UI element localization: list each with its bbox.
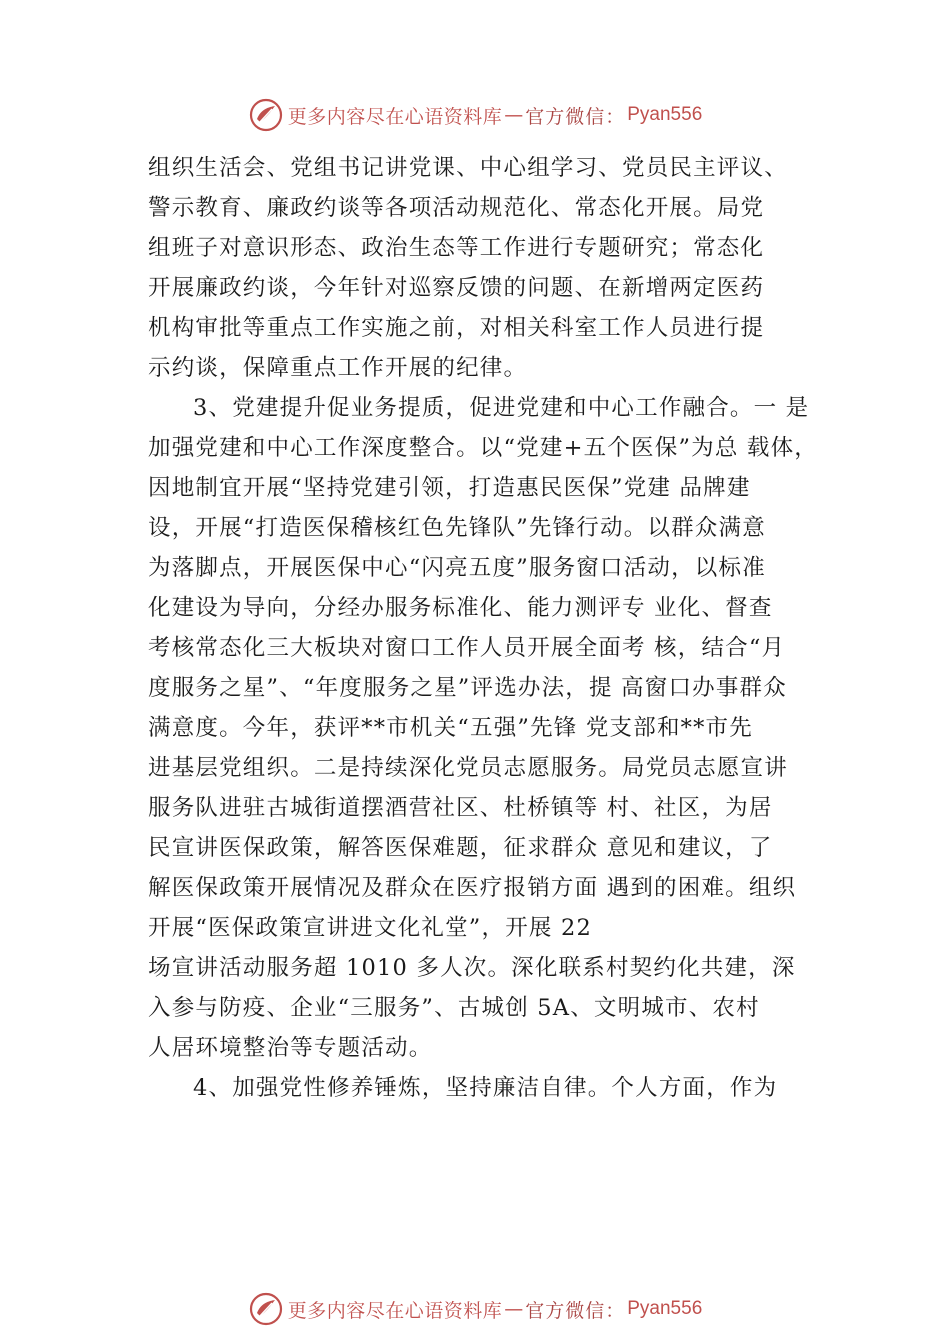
- text-line: 开展廉政约谈，今年针对巡察反馈的问题、在新增两定医药: [148, 275, 765, 301]
- text-line: 警示教育、廉政约谈等各项活动规范化、常态化开展。局党: [148, 195, 765, 221]
- text-line: 机构审批等重点工作实施之前，对相关科室工作人员进行提: [148, 315, 765, 341]
- text-line: 加强党建和中心工作深度整合。以“党建+五个医保”为总 载体，: [148, 435, 819, 461]
- text-line: 满意度。今年，获评**市机关“五强”先锋 党支部和**市先: [148, 715, 753, 741]
- banner-lead-text: 更多内容尽在心语资料库: [287, 1299, 503, 1322]
- text-line: 度服务之星”、“年度服务之星”评选办法，提 高窗口办事群众: [148, 675, 787, 701]
- text-line: 场宣讲活动服务超 1010 多人次。深化联系村契约化共建，深: [148, 955, 796, 981]
- footer-banner: [0, 1289, 950, 1329]
- header-banner: [0, 95, 950, 135]
- banner-wechat-handle: Pyan556: [627, 104, 703, 125]
- text-line: 服务队进驻古城街道摆酒营社区、杜桥镇等 村、社区，为居: [148, 795, 773, 821]
- banner-wechat-label: 官方微信：: [525, 1299, 626, 1322]
- text-line: 3、党建提升促业务提质，促进党建和中心工作融合。一 是: [193, 395, 810, 421]
- banner-wechat-label: 官方微信：: [525, 105, 626, 128]
- banner-dash: —: [504, 104, 524, 126]
- text-line: 开展“医保政策宣讲进文化礼堂”，开展 22: [148, 915, 592, 941]
- banner-lead-text: 更多内容尽在心语资料库: [287, 105, 503, 128]
- text-line: 考核常态化三大板块对窗口工作人员开展全面考 核，结合“月: [148, 635, 786, 661]
- text-line: 示约谈，保障重点工作开展的纪律。: [148, 355, 528, 381]
- text-line: 为落脚点，开展医保中心“闪亮五度”服务窗口活动，以标准: [148, 555, 766, 581]
- text-line: 进基层党组织。二是持续深化党员志愿服务。局党员志愿宣讲: [148, 755, 788, 781]
- banner-dash: —: [504, 1298, 524, 1320]
- brand-logo-icon: [248, 1291, 284, 1327]
- text-line: 因地制宜开展“坚持党建引领，打造惠民医保”党建 品牌建: [148, 475, 751, 501]
- text-line: 入参与防疫、企业“三服务”、古城创 5A、文明城市、农村: [148, 995, 760, 1021]
- text-line: 民宣讲医保政策，解答医保难题，征求群众 意见和建议，了: [148, 835, 773, 861]
- text-line: 设，开展“打造医保稽核红色先锋队”先锋行动。以群众满意: [148, 515, 766, 541]
- text-line: 人居环境整治等专题活动。: [148, 1035, 433, 1061]
- text-line: 组织生活会、党组书记讲党课、中心组学习、党员民主评议、: [148, 155, 788, 181]
- text-line: 解医保政策开展情况及群众在医疗报销方面 遇到的困难。组织: [148, 875, 797, 901]
- text-line: 4、加强党性修养锤炼，坚持廉洁自律。个人方面，作为: [193, 1075, 778, 1101]
- document-body: [148, 148, 848, 1108]
- text-line: 组班子对意识形态、政治生态等工作进行专题研究；常态化: [148, 235, 765, 261]
- banner-wechat-handle: Pyan556: [627, 1298, 703, 1319]
- brand-logo-icon: [248, 97, 284, 133]
- text-line: 化建设为导向，分经办服务标准化、能力测评专 业化、督查: [148, 595, 773, 621]
